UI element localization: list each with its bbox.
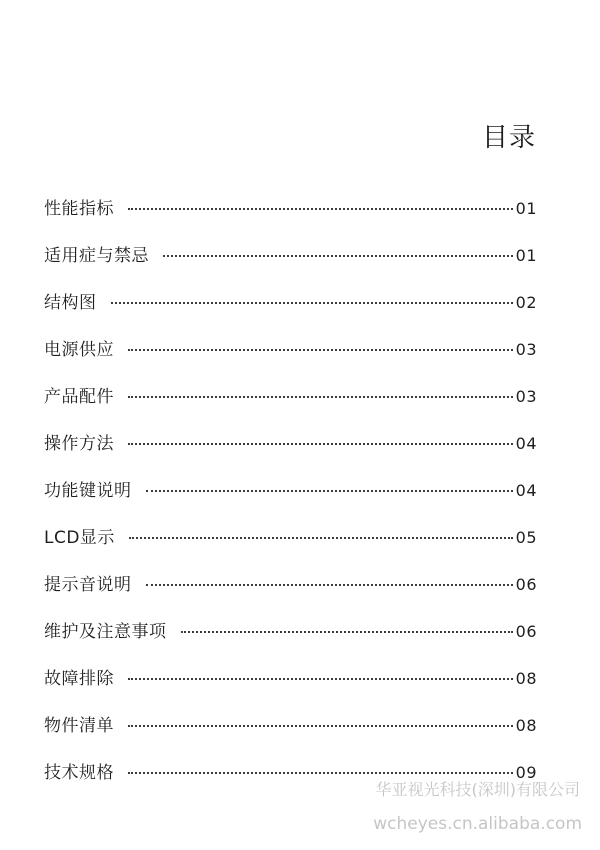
toc-entry xyxy=(44,429,537,476)
toc-entry-label: 产品配件 xyxy=(44,387,114,407)
toc-entry-page: 02 xyxy=(515,293,537,312)
toc-leader-dots xyxy=(128,396,513,398)
toc-leader-dots xyxy=(146,584,513,586)
toc-entry-page: 09 xyxy=(515,763,537,782)
toc-entry-label: 技术规格 xyxy=(44,763,114,783)
toc-entry-label: 适用症与禁忌 xyxy=(44,246,149,266)
toc-entry-page: 06 xyxy=(515,575,537,594)
toc-leader-dots xyxy=(111,302,513,304)
toc-entry xyxy=(44,382,537,429)
toc-entry-page: 03 xyxy=(515,387,537,406)
toc-entry-label: 维护及注意事项 xyxy=(44,622,167,642)
toc-entry-label: LCD显示 xyxy=(44,528,115,548)
toc-leader-dots xyxy=(146,490,513,492)
toc-entry-page: 01 xyxy=(515,246,537,265)
toc-entry xyxy=(44,617,537,664)
toc-entry-page: 01 xyxy=(515,199,537,218)
toc-entry-label: 功能键说明 xyxy=(44,481,132,501)
toc-entry-page: 03 xyxy=(515,340,537,359)
toc-entry-page: 04 xyxy=(515,434,537,453)
watermark-company: 华亚视光科技(深圳)有限公司 xyxy=(375,780,580,799)
toc-leader-dots xyxy=(128,443,513,445)
toc-entry-page: 08 xyxy=(515,669,537,688)
toc-entry xyxy=(44,664,537,711)
toc-entry xyxy=(44,194,537,241)
toc-entry xyxy=(44,523,537,570)
toc-leader-dots xyxy=(181,631,513,633)
toc-entry-label: 性能指标 xyxy=(44,199,114,219)
toc-entry xyxy=(44,570,537,617)
toc-entry xyxy=(44,476,537,523)
toc-entry-label: 故障排除 xyxy=(44,669,114,689)
toc-entry-label: 结构图 xyxy=(44,293,97,313)
toc-entry-page: 04 xyxy=(515,481,537,500)
toc-entry xyxy=(44,711,537,758)
toc-leader-dots xyxy=(128,772,513,774)
toc-leader-dots xyxy=(129,537,513,539)
toc-entry xyxy=(44,241,537,288)
toc-entry-label: 电源供应 xyxy=(44,340,114,360)
page-title: 目录 xyxy=(481,123,536,153)
toc-entry-page: 08 xyxy=(515,716,537,735)
toc-leader-dots xyxy=(163,255,513,257)
toc-leader-dots xyxy=(128,725,513,727)
toc-entry-page: 05 xyxy=(515,528,537,547)
toc-entry-label: 提示音说明 xyxy=(44,575,132,595)
table-of-contents xyxy=(44,194,537,805)
toc-entry-label: 操作方法 xyxy=(44,434,114,454)
watermark-url: wcheyes.cn.alibaba.com xyxy=(373,814,582,834)
toc-leader-dots xyxy=(128,208,513,210)
toc-entry xyxy=(44,288,537,335)
toc-entry-label: 物件清单 xyxy=(44,716,114,736)
toc-entry xyxy=(44,335,537,382)
toc-entry-page: 06 xyxy=(515,622,537,641)
toc-leader-dots xyxy=(128,349,513,351)
toc-leader-dots xyxy=(128,678,513,680)
